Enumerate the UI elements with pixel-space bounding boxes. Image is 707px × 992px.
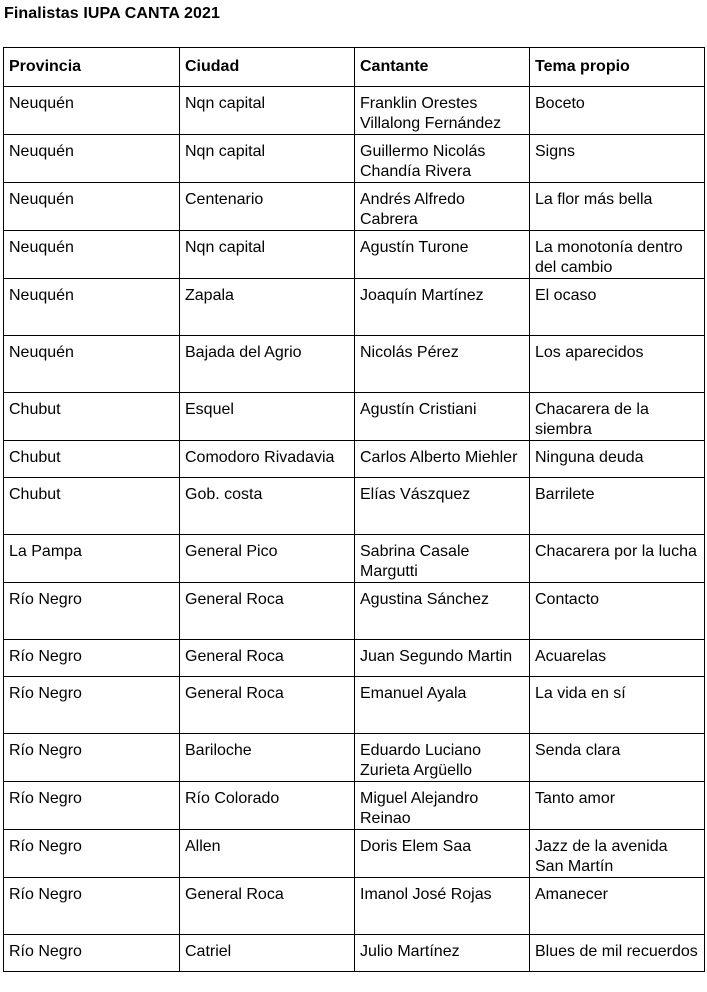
table-row: [4, 878, 705, 935]
table-row: [4, 336, 705, 393]
table-row: [4, 640, 705, 677]
cell-tema-propio: Blues de mil recuerdos: [530, 935, 705, 972]
cell-tema-propio: El ocaso: [530, 279, 705, 336]
cell-cantante: Doris Elem Saa: [355, 830, 530, 878]
document-title: Finalistas IUPA CANTA 2021: [4, 5, 220, 22]
cell-ciudad: Esquel: [180, 393, 355, 441]
cell-provincia: Río Negro: [4, 782, 180, 830]
cell-tema-propio: La monotonía dentro del cambio: [530, 231, 705, 279]
cell-tema-propio: La flor más bella: [530, 183, 705, 231]
table-row: [4, 734, 705, 782]
cell-cantante: Julio Martínez: [355, 935, 530, 972]
cell-tema-propio: Ninguna deuda: [530, 441, 705, 478]
table-row: [4, 535, 705, 583]
cell-cantante: Juan Segundo Martin: [355, 640, 530, 677]
cell-tema-propio: Amanecer: [530, 878, 705, 935]
cell-provincia: Neuquén: [4, 183, 180, 231]
table-header: [4, 48, 705, 87]
cell-cantante: Imanol José Rojas: [355, 878, 530, 935]
cell-provincia: Chubut: [4, 441, 180, 478]
table-row: [4, 782, 705, 830]
cell-cantante: Elías Vászquez: [355, 478, 530, 535]
table-body: [4, 87, 705, 972]
cell-cantante: Nicolás Pérez: [355, 336, 530, 393]
header-tema-propio: Tema propio: [530, 48, 705, 87]
table-row: [4, 231, 705, 279]
cell-cantante: Agustín Turone: [355, 231, 530, 279]
cell-cantante: Andrés Alfredo Cabrera: [355, 183, 530, 231]
cell-provincia: Chubut: [4, 393, 180, 441]
cell-tema-propio: Barrilete: [530, 478, 705, 535]
table-row: [4, 478, 705, 535]
table-row: [4, 677, 705, 734]
cell-provincia: Neuquén: [4, 336, 180, 393]
cell-cantante: Miguel Alejandro Reinao: [355, 782, 530, 830]
cell-provincia: Neuquén: [4, 279, 180, 336]
cell-provincia: Río Negro: [4, 734, 180, 782]
cell-tema-propio: Acuarelas: [530, 640, 705, 677]
cell-ciudad: General Pico: [180, 535, 355, 583]
cell-ciudad: Allen: [180, 830, 355, 878]
cell-ciudad: General Roca: [180, 640, 355, 677]
cell-ciudad: General Roca: [180, 878, 355, 935]
cell-provincia: La Pampa: [4, 535, 180, 583]
table-row: [4, 441, 705, 478]
cell-tema-propio: Contacto: [530, 583, 705, 640]
cell-provincia: Neuquén: [4, 231, 180, 279]
cell-ciudad: Nqn capital: [180, 87, 355, 135]
cell-ciudad: Nqn capital: [180, 135, 355, 183]
cell-ciudad: Río Colorado: [180, 782, 355, 830]
table-row: [4, 583, 705, 640]
cell-tema-propio: Senda clara: [530, 734, 705, 782]
cell-provincia: Río Negro: [4, 583, 180, 640]
cell-tema-propio: La vida en sí: [530, 677, 705, 734]
cell-ciudad: Bajada del Agrio: [180, 336, 355, 393]
cell-cantante: Eduardo Luciano Zurieta Argüello: [355, 734, 530, 782]
finalists-table: [3, 47, 705, 972]
cell-provincia: Chubut: [4, 478, 180, 535]
cell-cantante: Joaquín Martínez: [355, 279, 530, 336]
cell-cantante: Franklin Orestes Villalong Fernández: [355, 87, 530, 135]
cell-ciudad: General Roca: [180, 583, 355, 640]
header-row: [4, 48, 705, 87]
cell-cantante: Agustín Cristiani: [355, 393, 530, 441]
cell-provincia: Río Negro: [4, 878, 180, 935]
cell-cantante: Sabrina Casale Margutti: [355, 535, 530, 583]
cell-tema-propio: Signs: [530, 135, 705, 183]
cell-tema-propio: Los aparecidos: [530, 336, 705, 393]
cell-provincia: Río Negro: [4, 677, 180, 734]
cell-cantante: Agustina Sánchez: [355, 583, 530, 640]
cell-ciudad: Centenario: [180, 183, 355, 231]
cell-ciudad: Nqn capital: [180, 231, 355, 279]
cell-ciudad: Catriel: [180, 935, 355, 972]
cell-provincia: Neuquén: [4, 87, 180, 135]
header-cantante: Cantante: [355, 48, 530, 87]
cell-provincia: Neuquén: [4, 135, 180, 183]
cell-cantante: Guillermo Nicolás Chandía Rivera: [355, 135, 530, 183]
table-row: [4, 135, 705, 183]
cell-provincia: Río Negro: [4, 935, 180, 972]
cell-ciudad: Gob. costa: [180, 478, 355, 535]
cell-ciudad: General Roca: [180, 677, 355, 734]
table-row: [4, 279, 705, 336]
table-row: [4, 87, 705, 135]
header-ciudad: Ciudad: [180, 48, 355, 87]
cell-cantante: Carlos Alberto Miehler: [355, 441, 530, 478]
cell-tema-propio: Boceto: [530, 87, 705, 135]
cell-tema-propio: Chacarera de la siembra: [530, 393, 705, 441]
header-provincia: Provincia: [4, 48, 180, 87]
cell-tema-propio: Chacarera por la lucha: [530, 535, 705, 583]
cell-tema-propio: Tanto amor: [530, 782, 705, 830]
cell-ciudad: Zapala: [180, 279, 355, 336]
table-row: [4, 393, 705, 441]
table-row: [4, 183, 705, 231]
cell-provincia: Río Negro: [4, 640, 180, 677]
cell-cantante: Emanuel Ayala: [355, 677, 530, 734]
cell-ciudad: Comodoro Rivadavia: [180, 441, 355, 478]
table-row: [4, 935, 705, 972]
cell-tema-propio: Jazz de la avenida San Martín: [530, 830, 705, 878]
cell-ciudad: Bariloche: [180, 734, 355, 782]
cell-provincia: Río Negro: [4, 830, 180, 878]
table-row: [4, 830, 705, 878]
